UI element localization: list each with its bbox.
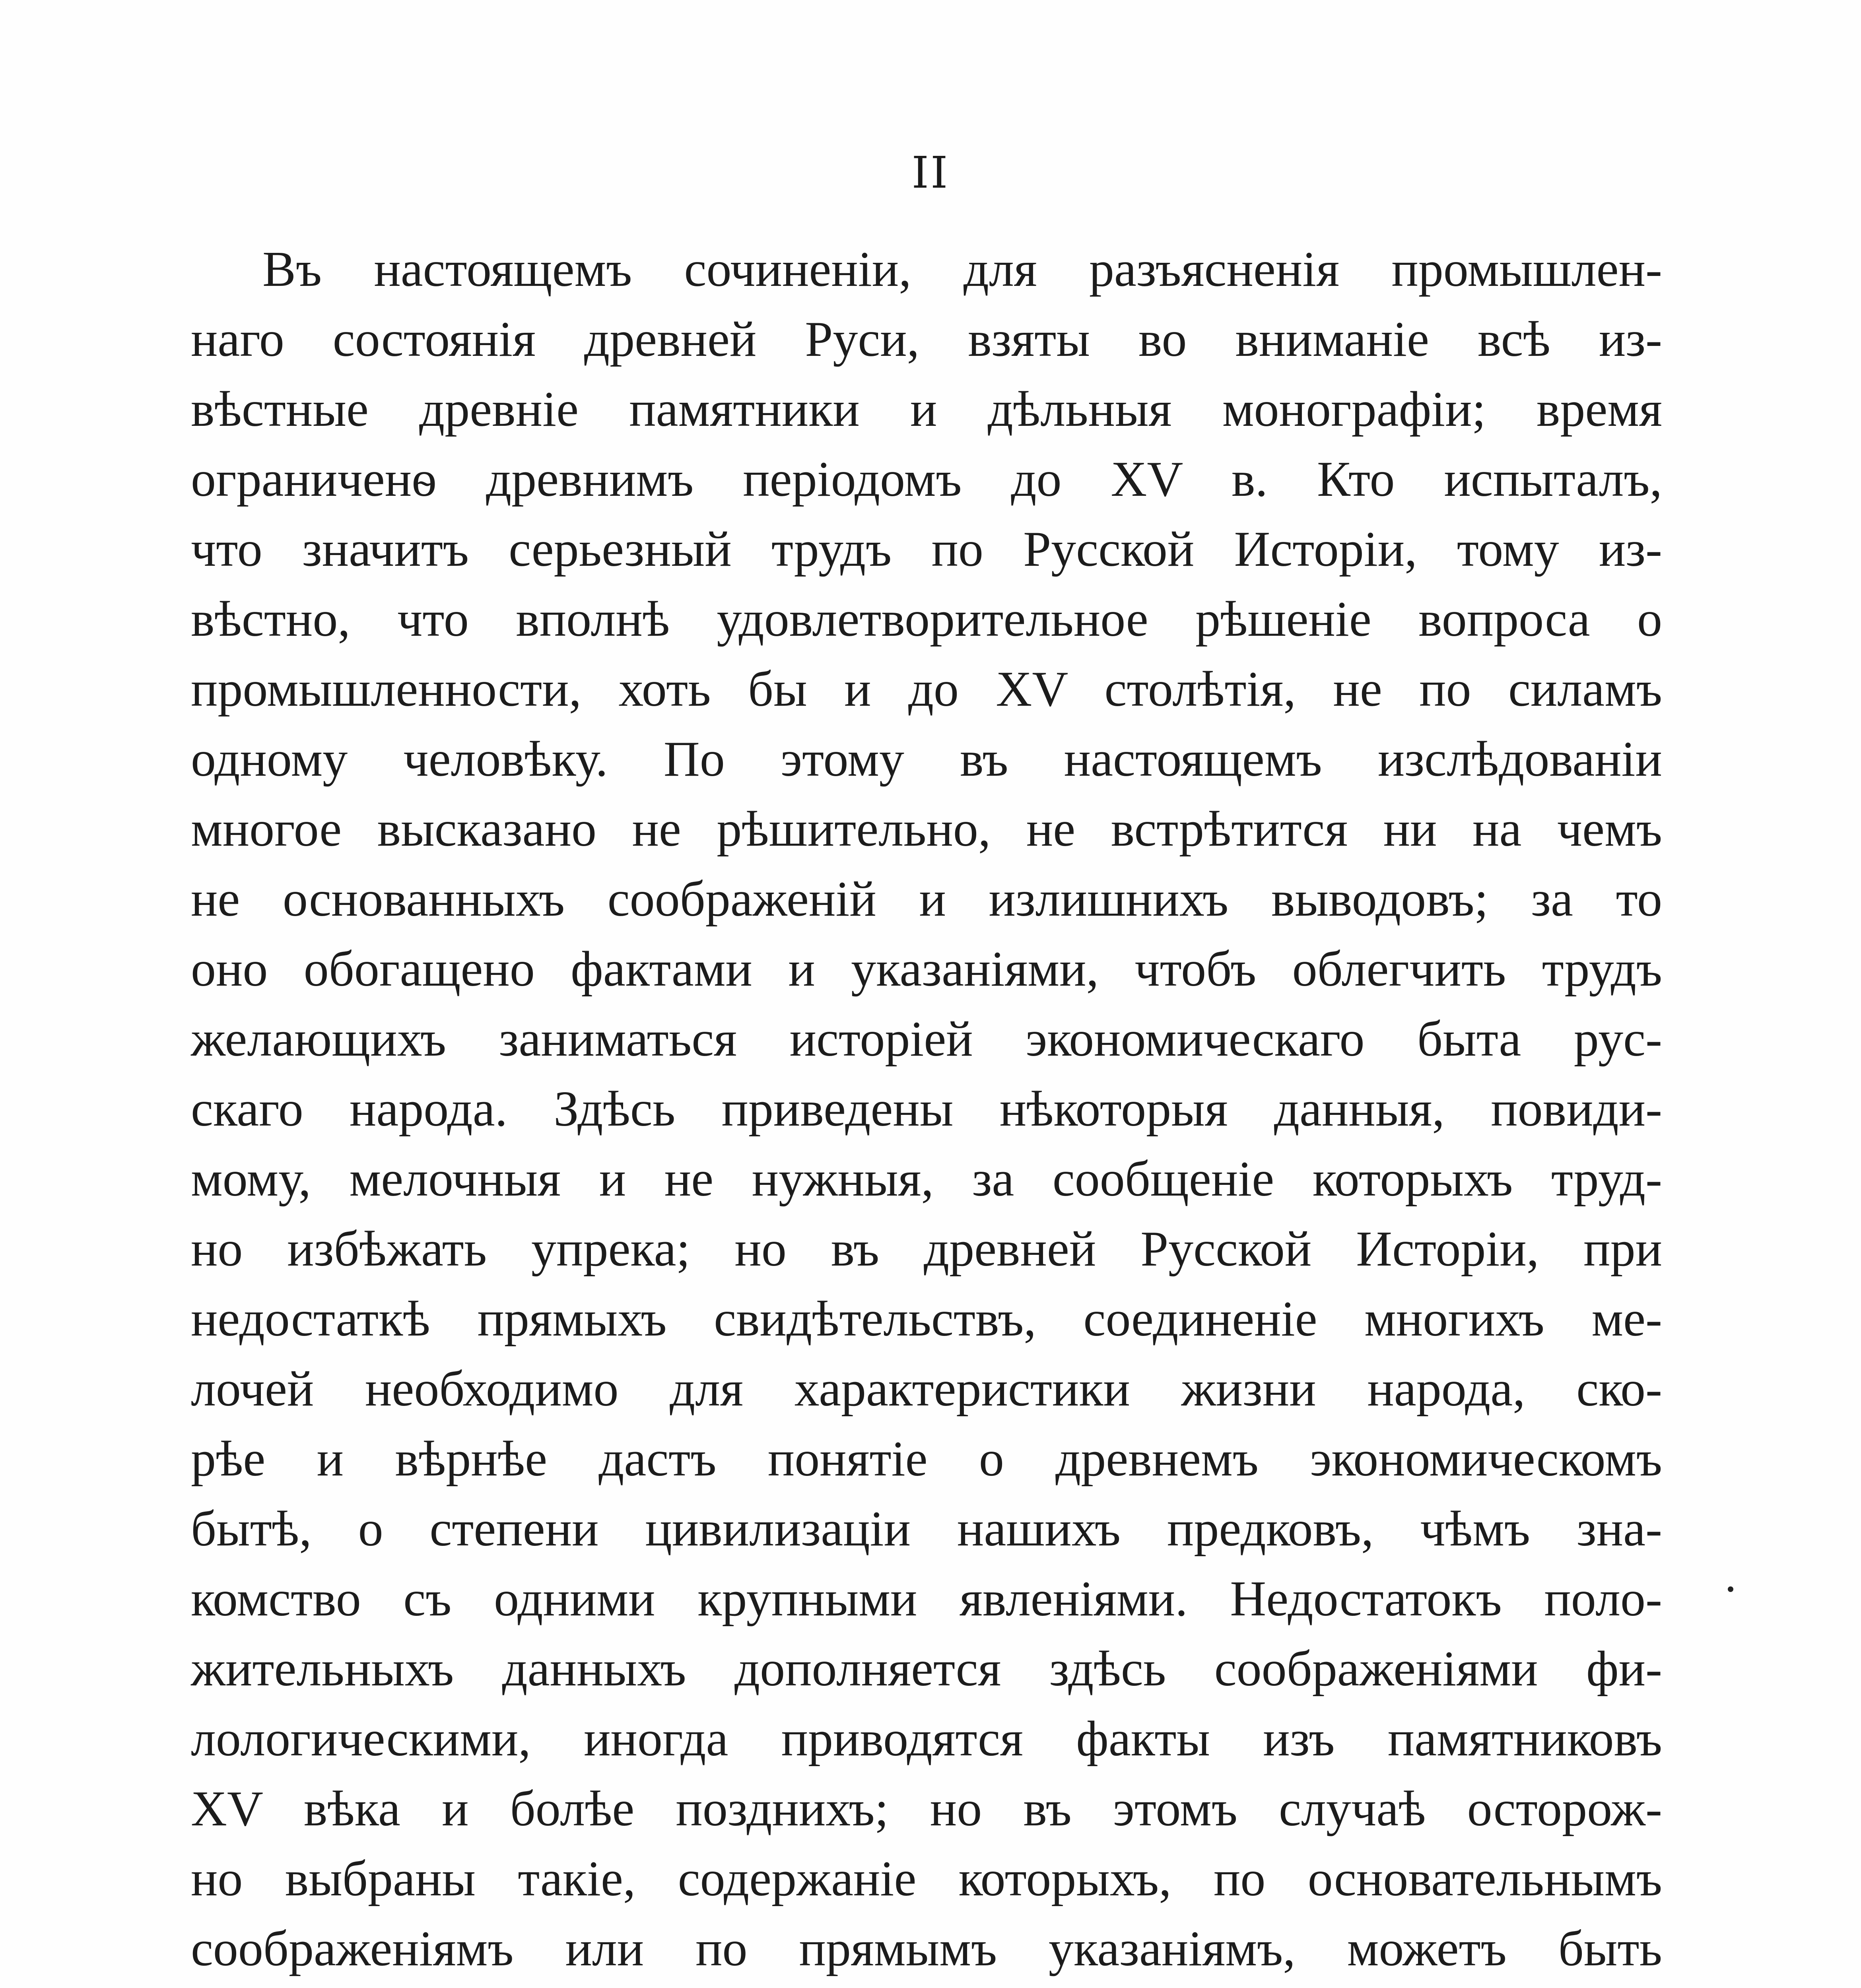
text-line: но выбраны такіе, содержаніе которыхъ, по основательнымъ <box>191 1851 1662 1906</box>
text-line: желающихъ заниматься исторіей экономическаго быта рус- <box>191 1011 1662 1067</box>
text-line: что значитъ серьезный трудъ по Русской Исторіи, тому из- <box>191 522 1662 577</box>
text-line: ограниченѳ древнимъ періодомъ до XV в. Кто испыталъ, <box>191 452 1662 507</box>
text-line: рѣе и вѣрнѣе дастъ понятіе о древнемъ экономическомъ <box>191 1431 1662 1487</box>
paragraph <box>191 235 1662 1988</box>
text-line: жительныхъ данныхъ дополняется здѣсь соображеніями фи- <box>191 1641 1662 1697</box>
text-line: лочей необходимо для характеристики жизни народа, ско- <box>191 1361 1662 1417</box>
text-line: бытѣ, о степени цивилизаціи нашихъ предковъ, чѣмъ зна- <box>191 1501 1662 1557</box>
text-line: XV вѣка и болѣе позднихъ; но въ этомъ случаѣ осторож- <box>191 1781 1662 1837</box>
text-line: промышленности, хоть бы и до XV столѣтія, не по силамъ <box>191 662 1662 717</box>
text-line: лологическими, иногда приводятся факты изъ памятниковъ <box>191 1711 1662 1767</box>
text-line: мому, мелочныя и не нужныя, за сообщеніе которыхъ труд- <box>191 1151 1662 1207</box>
text-line: вѣстные древніе памятники и дѣльныя монографіи; время <box>191 382 1662 437</box>
text-line: не основанныхъ соображеній и излишнихъ выводовъ; за то <box>191 872 1662 927</box>
text-line: соображеніямъ или по прямымъ указаніямъ, можетъ быть <box>191 1921 1662 1976</box>
text-line: оно обогащено фактами и указаніями, чтобъ облегчить трудъ <box>191 942 1662 997</box>
text-line: вѣстно, что вполнѣ удовлетворительное рѣшеніе вопроса о <box>191 592 1662 647</box>
text-line: одному человѣку. По этому въ настоящемъ изслѣдованіи <box>191 732 1662 787</box>
ink-speck <box>1728 1586 1733 1592</box>
text-line: наго состоянія древней Руси, взяты во вниманіе всѣ из- <box>191 312 1662 367</box>
text-line: Въ настоящемъ сочиненіи, для разъясненія промышлен- <box>262 242 1662 297</box>
text-line: многое высказано не рѣшительно, не встрѣтится ни на чемъ <box>191 802 1662 857</box>
text-line: комство съ одними крупными явленіями. Недостатокъ поло- <box>191 1571 1662 1627</box>
text-line: но избѣжать упрека; но въ древней Русской Исторіи, при <box>191 1221 1662 1277</box>
text-line: недостаткѣ прямыхъ свидѣтельствъ, соединеніе многихъ ме- <box>191 1291 1662 1347</box>
page-number: II <box>911 147 950 198</box>
text-line: скаго народа. Здѣсь приведены нѣкоторыя данныя, повиди- <box>191 1081 1662 1137</box>
text-line <box>191 1984 1662 1988</box>
